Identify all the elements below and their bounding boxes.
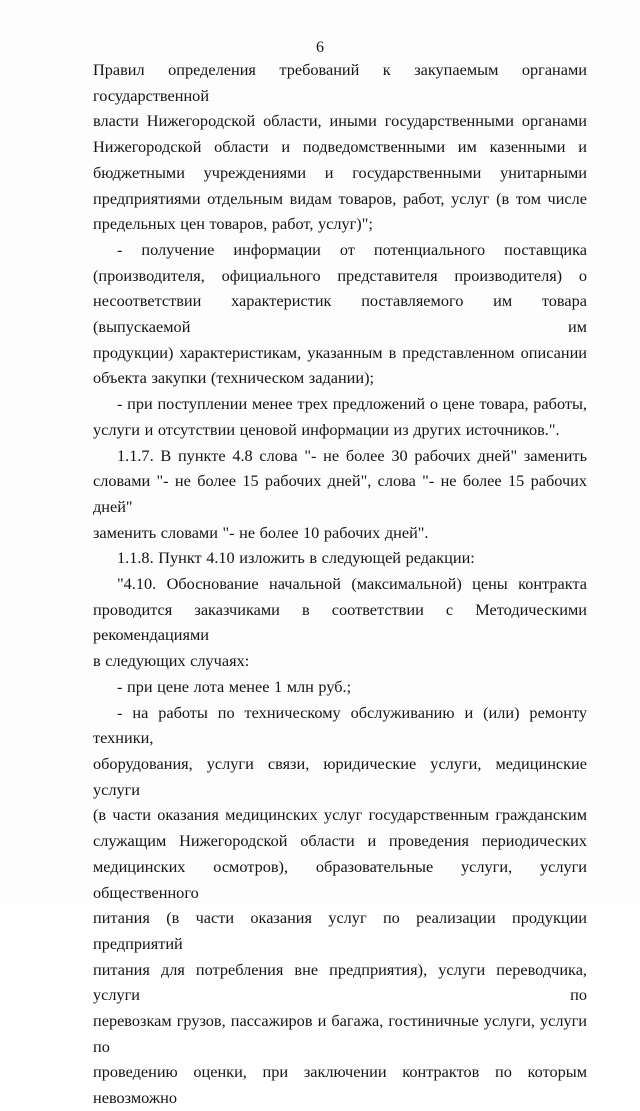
text-line: (производителя, официального представителя производителя) о (93, 265, 587, 285)
text-line: питания для потребления вне предприятия), услуги переводчика, услуги по (93, 959, 587, 1005)
text-line: питания (в части оказания услуг по реализации продукции предприятий (93, 908, 587, 953)
text-line: 1.1.8. Пункт 4.10 изложить в следующей редакции: (117, 548, 475, 568)
page-number: 6 (316, 39, 324, 56)
text-line: услуги и отсутствии ценовой информации из других источников.". (93, 419, 560, 439)
text-line: проведению оценки, при заключении контрактов по которым невозможно (93, 1062, 587, 1108)
text-line: - при поступлении менее трех предложений о цене товара, работы, (117, 394, 587, 414)
text-line: медицинских осмотров), образовательные услуги, услуги общественного (93, 856, 587, 902)
paragraph-p3 (93, 391, 587, 442)
text-line: предприятиями отдельным видам товаров, работ, услуг (в том числе (93, 188, 587, 208)
paragraph-p4 (93, 443, 587, 546)
text-line: проводится заказчиками в соответствии с Методическими рекомендациями (93, 599, 587, 645)
text-line: оборудования, услуги связи, юридические услуги, медицинские услуги (93, 753, 587, 799)
text-line: бюджетными учреждениями и государственными унитарными (93, 162, 587, 182)
text-line: служащим Нижегородской области и проведения периодических (93, 831, 587, 851)
paragraph-p5 (93, 545, 587, 571)
text-line: продукции) характеристикам, указанным в представленном описании (93, 342, 587, 362)
text-line: заменить словами "- не более 10 рабочих дней". (93, 522, 429, 542)
text-line: - на работы по техническому обслуживанию и (или) ремонту техники, (93, 702, 587, 748)
text-line: Нижегородской области и подведомственными им казенными и (93, 137, 587, 157)
text-line: перевозкам грузов, пассажиров и багажа, гостиничные услуги, услуги по (93, 1011, 587, 1056)
text-line: предельных цен товаров, работ, услуг)"; (93, 214, 373, 234)
paragraph-p1 (93, 57, 587, 237)
text-line: Правил определения требований к закупаемым органами государственной (93, 60, 587, 105)
text-line: 1.1.7. В пункте 4.8 слова "- не более 30 рабочих дней" заменить (117, 445, 587, 465)
text-line: - получение информации от потенциального поставщика (117, 239, 587, 259)
text-line: несоответствии характеристик поставляемого им товара (выпускаемой им (93, 291, 587, 337)
text-line: объекта закупки (техническом задании); (93, 368, 375, 388)
document-body (93, 57, 587, 1111)
paragraph-p8 (93, 700, 587, 1111)
text-line: - при цене лота менее 1 млн руб.; (117, 676, 352, 696)
text-line: "4.10. Обоснование начальной (максимальной) цены контракта (117, 574, 587, 594)
paragraph-p2 (93, 237, 587, 391)
paragraph-p7 (93, 674, 587, 700)
text-line: в следующих случаях: (93, 651, 250, 671)
text-line: власти Нижегородской области, иными государственными органами (93, 111, 587, 131)
text-line: (в части оказания медицинских услуг государственным гражданским (93, 805, 587, 825)
paragraph-p6 (93, 571, 587, 674)
text-line: словами "- не более 15 рабочих дней", слова "- не более 15 рабочих дней" (93, 471, 587, 516)
